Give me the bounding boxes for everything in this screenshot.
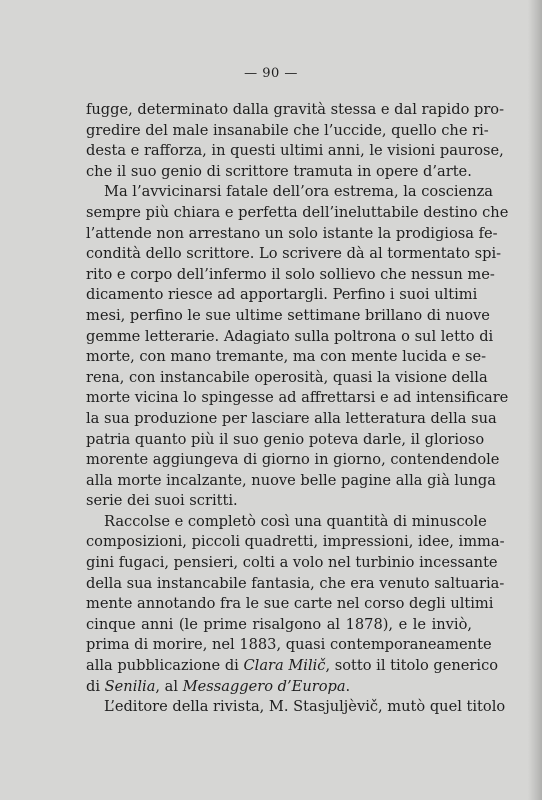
- text-line: serie dei suoi scritti.: [86, 492, 238, 510]
- text-line: L’editore della rivista, M. Stasjuljèvič, mutò quel titolo: [104, 698, 506, 716]
- text-line: gemme letterarie. Adagiato sulla poltrona o sul letto di: [86, 327, 494, 345]
- paragraph-3: [86, 512, 505, 697]
- text-line: [86, 677, 472, 698]
- paragraph-2: [86, 182, 509, 512]
- text-line: gredire del male insanabile che l’uccide, quello che ri-: [86, 121, 489, 139]
- paragraph-1: [86, 100, 505, 182]
- text-line: fugge, determinato dalla gravità stessa e dal rapido pro-: [86, 101, 505, 118]
- text-line: dicamento riesce ad apportargli. Perfino i suoi ultimi: [86, 286, 478, 304]
- text-run: alla pubblicazione di: [86, 657, 244, 675]
- text-run: di: [86, 677, 105, 695]
- text-line: morente aggiungeva di giorno in giorno, contendendole: [86, 451, 500, 469]
- text-line: morte, con mano tremante, ma con mente lucida e se-: [86, 348, 487, 366]
- text-line: della sua instancabile fantasia, che era venuto saltuaria-: [86, 574, 505, 592]
- text-line: sempre più chiara e perfetta dell’ineluttabile destino che: [86, 203, 509, 221]
- text-run: .: [345, 677, 351, 695]
- book-title: Senilia: [104, 677, 156, 695]
- text-line: che il suo genio di scrittore tramuta in opere d’arte.: [86, 162, 472, 180]
- text-line: Raccolse e completò così una quantità di minuscole: [104, 512, 487, 530]
- text-run: , sotto il titolo generico: [325, 657, 499, 675]
- text-line: rito e corpo dell’infermo il solo sollievo che nessun me-: [86, 265, 495, 283]
- text-line: gini fugaci, pensieri, colti a volo nel turbinio incessante: [86, 554, 498, 572]
- text-line: patria quanto più il suo genio poteva darle, il glorioso: [86, 430, 485, 448]
- body-text: [86, 100, 509, 718]
- text-line: condità dello scrittore. Lo scrivere dà al tormentato spi-: [86, 245, 502, 263]
- text-line: prima di morire, nel 1883, quasi contemporaneamente: [86, 636, 492, 654]
- page-edge-shadow: [528, 0, 542, 800]
- text-line: alla morte incalzante, nuove belle pagine alla già lunga: [86, 471, 496, 489]
- text-run: , al: [155, 677, 183, 695]
- text-line: [86, 656, 499, 677]
- text-line: la sua produzione per lasciare alla letteratura della sua: [86, 409, 497, 427]
- text-line: composizioni, piccoli quadretti, impressioni, idee, imma-: [86, 533, 505, 551]
- text-line: Ma l’avvicinarsi fatale dell’ora estrema, la coscienza: [104, 183, 493, 201]
- book-title: Clara Milič: [243, 657, 326, 675]
- text-line: desta e rafforza, in questi ultimi anni, le visioni paurose,: [86, 142, 504, 160]
- paragraph-4: [86, 697, 506, 718]
- page-number: — 90 —: [244, 66, 298, 81]
- text-line: rena, con instancabile operosità, quasi la visione della: [86, 368, 488, 386]
- journal-title: Messaggero d’Europa: [182, 677, 346, 695]
- text-line: l’attende non arrestano un solo istante la prodigiosa fe-: [86, 224, 498, 242]
- text-line: mente annotando fra le sue carte nel corso degli ultimi: [86, 595, 494, 613]
- text-line: cinque anni (le prime risalgono al 1878), e le inviò,: [86, 615, 472, 633]
- text-line: mesi, perfino le sue ultime settimane brillano di nuove: [86, 306, 490, 324]
- text-line: morte vicina lo spingesse ad affrettarsi e ad intensificare: [86, 389, 509, 407]
